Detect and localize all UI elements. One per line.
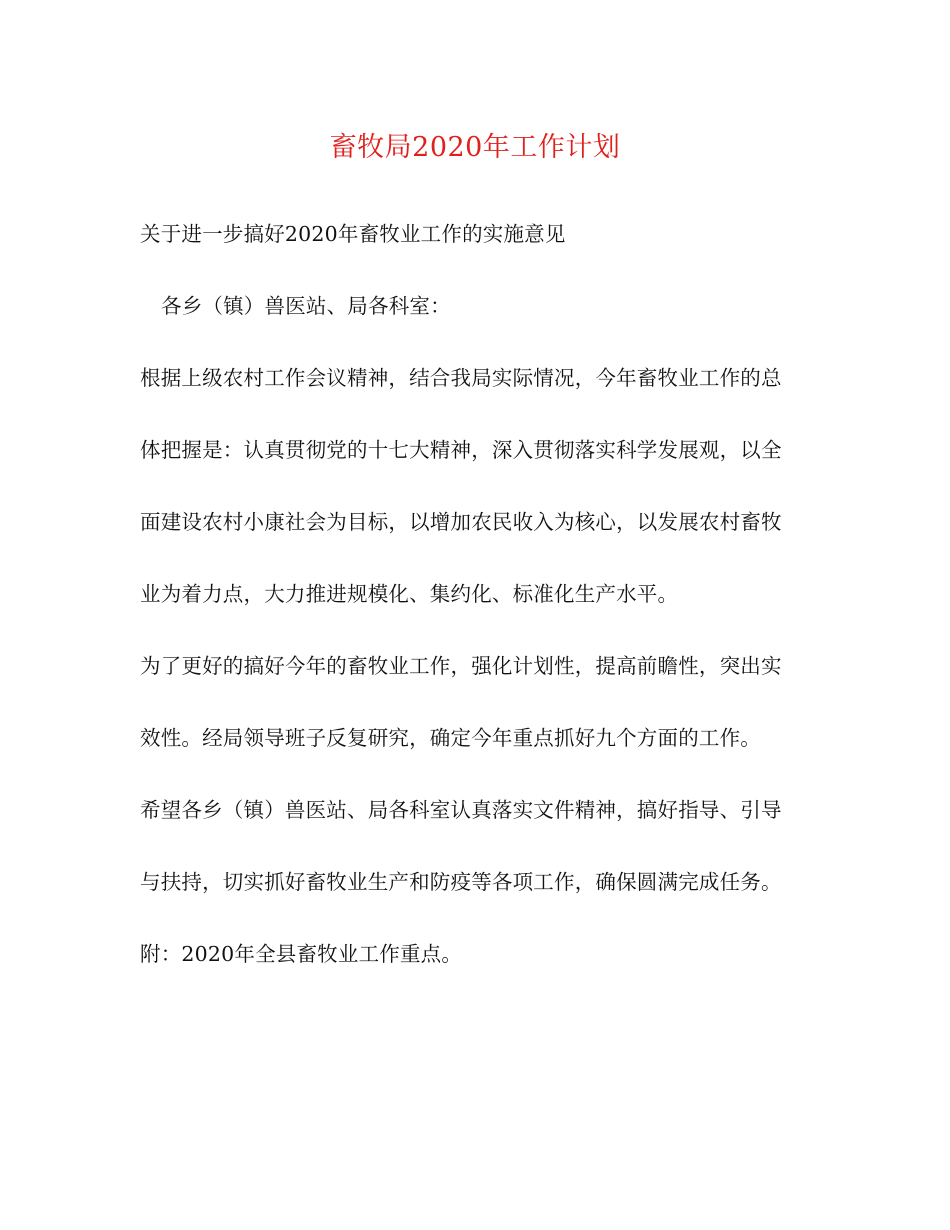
- body-line: 希望各乡（镇）兽医站、局各科室认真落实文件精神，搞好指导、引导: [140, 798, 782, 822]
- body-line: 面建设农村小康社会为目标，以增加农民收入为核心，以发展农村畜牧: [140, 510, 782, 534]
- salutation-line: 各乡（镇）兽医站、局各科室：: [161, 294, 451, 318]
- body-line: 为了更好的搞好今年的畜牧业工作，强化计划性，提高前瞻性，突出实: [140, 654, 782, 678]
- subtitle-line: 关于进一步搞好2020年畜牧业工作的实施意见: [140, 222, 566, 246]
- body-line: 业为着力点，大力推进规模化、集约化、标准化生产水平。: [140, 582, 679, 606]
- body-line: 效性。经局领导班子反复研究，确定今年重点抓好九个方面的工作。: [140, 726, 761, 750]
- body-line: 根据上级农村工作会议精神，结合我局实际情况，今年畜牧业工作的总: [140, 366, 782, 390]
- body-line: 与扶持，切实抓好畜牧业生产和防疫等各项工作，确保圆满完成任务。: [140, 870, 782, 894]
- body-line: 体把握是：认真贯彻党的十七大精神，深入贯彻落实科学发展观，以全: [140, 438, 782, 462]
- attachment-line: 附：2020年全县畜牧业工作重点。: [140, 942, 463, 966]
- page-title: 畜牧局2020年工作计划: [329, 132, 621, 163]
